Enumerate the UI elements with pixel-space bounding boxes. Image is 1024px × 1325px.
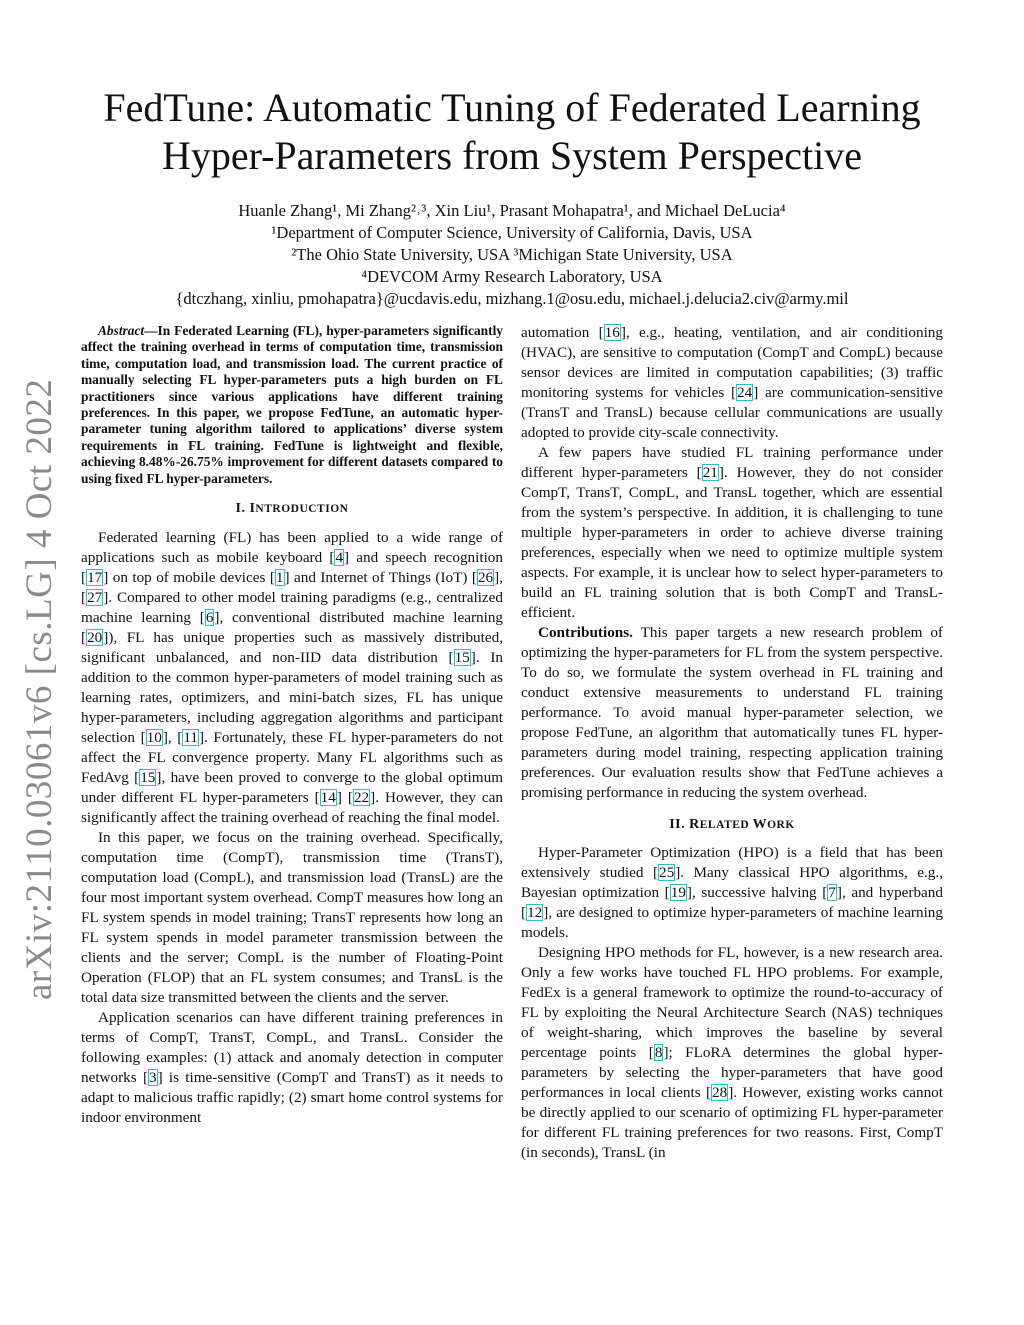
- citation-link[interactable]: 17: [87, 569, 103, 587]
- contributions-lead: Contributions.: [538, 624, 633, 641]
- intro-paragraph-4: automation [16], e.g., heating, ventilation, and air conditioning (HVAC), are sensitive to computation (CompT and CompL) because sensor devices are limited in computation capabilities; (3) traffic monitoring systems for vehicles [24] are communication-sensitive (TransT and TransL) because cellular communications are usually adopted to provide city-scale connectivity.: [521, 324, 943, 441]
- citation-link[interactable]: 8: [654, 1044, 663, 1061]
- citation-link[interactable]: 20: [87, 629, 103, 647]
- intro-paragraph-3: Application scenarios can have different training preferences in terms of CompT, TransT, CompL, and TransL. Consider the following examples: (1) attack and anomaly detection in computer networks [3] is time-sensitive (CompT and TransT) as it needs to adapt to malicious traffic rapidly; (2) smart home control systems for indoor environment: [81, 1009, 503, 1127]
- author-block: [80, 200, 944, 310]
- section-heading-related-work: II. RELATED WORK: [669, 817, 795, 832]
- intro-paragraph-5: A few papers have studied FL training performance under different hyper-parameters [21]. However, they do not consider CompT, TransT, CompL, and TransL together, which are essential from the system’s perspective. In addition, it is challenging to tune multiple hyper-parameters in order to achieve diverse training preferences, especially when we need to optimize multiple system aspects. For example, it is unclear how to select hyper-parameters to build an FL training solution that is both CompT and TransL-efficient.: [521, 444, 943, 621]
- abstract-text: —In Federated Learning (FL), hyper-parameters significantly affect the training overhead in terms of computation time, transmission time, computation load, and transmission load. The current practice of manually selecting FL hyper-parameters puts a high burden on FL practitioners since various applications have different training preferences. In this paper, we propose FedTune, an automatic hyper-parameter tuning algorithm tailored to applications’ diverse system requirements in FL training. FedTune is lightweight and flexible, achieving 8.48%-26.75% improvement for different datasets compared to using fixed FL hyper-parameters.: [81, 323, 503, 486]
- author-emails: {dtczhang, xinliu, pmohapatra}@ucdavis.edu, mizhang.1@osu.edu, michael.j.delucia2.civ@army.mil: [175, 289, 849, 308]
- right-column: [521, 323, 943, 1163]
- citation-link[interactable]: 25: [659, 864, 675, 881]
- affiliation-3: ⁴DEVCOM Army Research Laboratory, USA: [361, 267, 663, 286]
- arxiv-date: 4 Oct 2022: [19, 378, 60, 549]
- citation-link[interactable]: 10: [146, 729, 162, 747]
- intro-paragraph-contributions: [521, 623, 943, 803]
- citation-link[interactable]: 15: [140, 769, 156, 787]
- citation-link[interactable]: 14: [320, 789, 336, 807]
- related-paragraph-2: Designing HPO methods for FL, however, is a new research area. Only a few works have touched FL HPO problems. For example, FedEx is a general framework to optimize the round-to-accuracy of FL by exploiting the Neural Architecture Search (NAS) techniques of weight-sharing, which improves the baseline by several percentage points [8]; FLoRA determines the global hyper-parameters by selecting the hyper-parameters that have good performances in local clients [28]. However, existing works cannot be directly applied to our scenario of optimizing FL hyper-parameter for different FL training preferences for two reasons. First, CompT (in seconds), TransL (in: [521, 944, 943, 1161]
- citation-link[interactable]: 7: [828, 884, 836, 901]
- citation-link[interactable]: 24: [737, 384, 753, 401]
- abstract: [81, 323, 503, 487]
- citation-link[interactable]: 22: [353, 789, 370, 807]
- title-line-1: FedTune: Automatic Tuning of Federated Learning: [103, 85, 921, 130]
- citation-link[interactable]: 16: [604, 324, 620, 341]
- affiliation-2: ²The Ohio State University, USA ³Michigan State University, USA: [291, 245, 733, 264]
- citation-link[interactable]: 1: [275, 569, 284, 587]
- citation-link[interactable]: 26: [477, 569, 494, 587]
- citation-link[interactable]: 12: [527, 904, 543, 921]
- citation-link[interactable]: 4: [335, 549, 344, 567]
- citation-link[interactable]: 28: [712, 1084, 728, 1101]
- arxiv-category: [cs.LG]: [19, 557, 60, 676]
- title-line-2: Hyper-Parameters from System Perspective: [161, 133, 863, 178]
- section-heading-introduction: I. INTRODUCTION: [235, 501, 349, 517]
- author-list: Huanle Zhang¹, Mi Zhang²˒³, Xin Liu¹, Prasant Mohapatra¹, and Michael DeLucia⁴: [238, 201, 786, 220]
- contributions-text: This paper targets a new research problem of optimizing the hyper-parameters for FL from the system perspective. To do so, we formulate the system overhead in FL training and conduct extensive measurements to understand FL training performance. To avoid manual hyper-parameter selection, we propose FedTune, an algorithm that automatically tunes FL hyper-parameters during model training, respecting application training preferences. Our evaluation results show that FedTune achieves a promising performance in reducing the system overhead.: [521, 624, 943, 801]
- intro-paragraph-2: In this paper, we focus on the training overhead. Specifically, computation time (CompT), transmission time (TransT), computation load (CompL), and transmission load (TransL) are the four most important system overhead. CompT measures how long an FL system spends in model training; TransT represents how long an FL system spends in model parameter transmission between the clients and the server; CompL is the number of Floating-Point Operation (FLOP) that an FL system consumes; and TransL is the total data size transmitted between the clients and the server.: [81, 829, 503, 1007]
- citation-link[interactable]: 21: [702, 464, 718, 481]
- arxiv-id: arXiv:2110.03061v6: [19, 685, 60, 1000]
- left-column: [81, 323, 503, 1128]
- citation-link[interactable]: 11: [183, 729, 198, 747]
- abstract-label: Abstract: [98, 323, 145, 338]
- paper-title: [60, 84, 964, 180]
- citation-link[interactable]: 27: [87, 589, 103, 607]
- affiliation-1: ¹Department of Computer Science, University of California, Davis, USA: [271, 223, 753, 242]
- intro-paragraph-1: Federated learning (FL) has been applied to a wide range of applications such as mobile keyboard [4] and speech recognition [17] on top of mobile devices [1] and Internet of Things (IoT) [26], [27]. Compared to other model training paradigms (e.g., centralized machine learning [6], conventional distributed machine learning [20]), FL has unique properties such as massively distributed, significant unbalanced, and non-IID data distribution [15]. In addition to the common hyper-parameters of model training such as learning rates, optimizers, and mini-batch sizes, FL has unique hyper-parameters, including aggregation algorithms and participant selection [10], [11]. Fortunately, these FL hyper-parameters do not affect the FL convergence property. Many FL algorithms such as FedAvg [15], have been proved to converge to the global optimum under different FL hyper-parameters [14] [22]. However, they can significantly affect the training overhead of reaching the final model.: [81, 529, 504, 827]
- citation-link[interactable]: 15: [454, 649, 470, 667]
- citation-link[interactable]: 3: [149, 1069, 157, 1087]
- citation-link[interactable]: 6: [205, 609, 214, 627]
- arxiv-side-stamp: [18, 300, 62, 1000]
- citation-link[interactable]: 19: [670, 884, 686, 901]
- related-paragraph-1: Hyper-Parameter Optimization (HPO) is a field that has been extensively studied [25]. Many classical HPO algorithms, e.g., Bayesian optimization [19], successive halving [7], and hyperband [12], are designed to optimize hyper-parameters of machine learning models.: [521, 844, 943, 941]
